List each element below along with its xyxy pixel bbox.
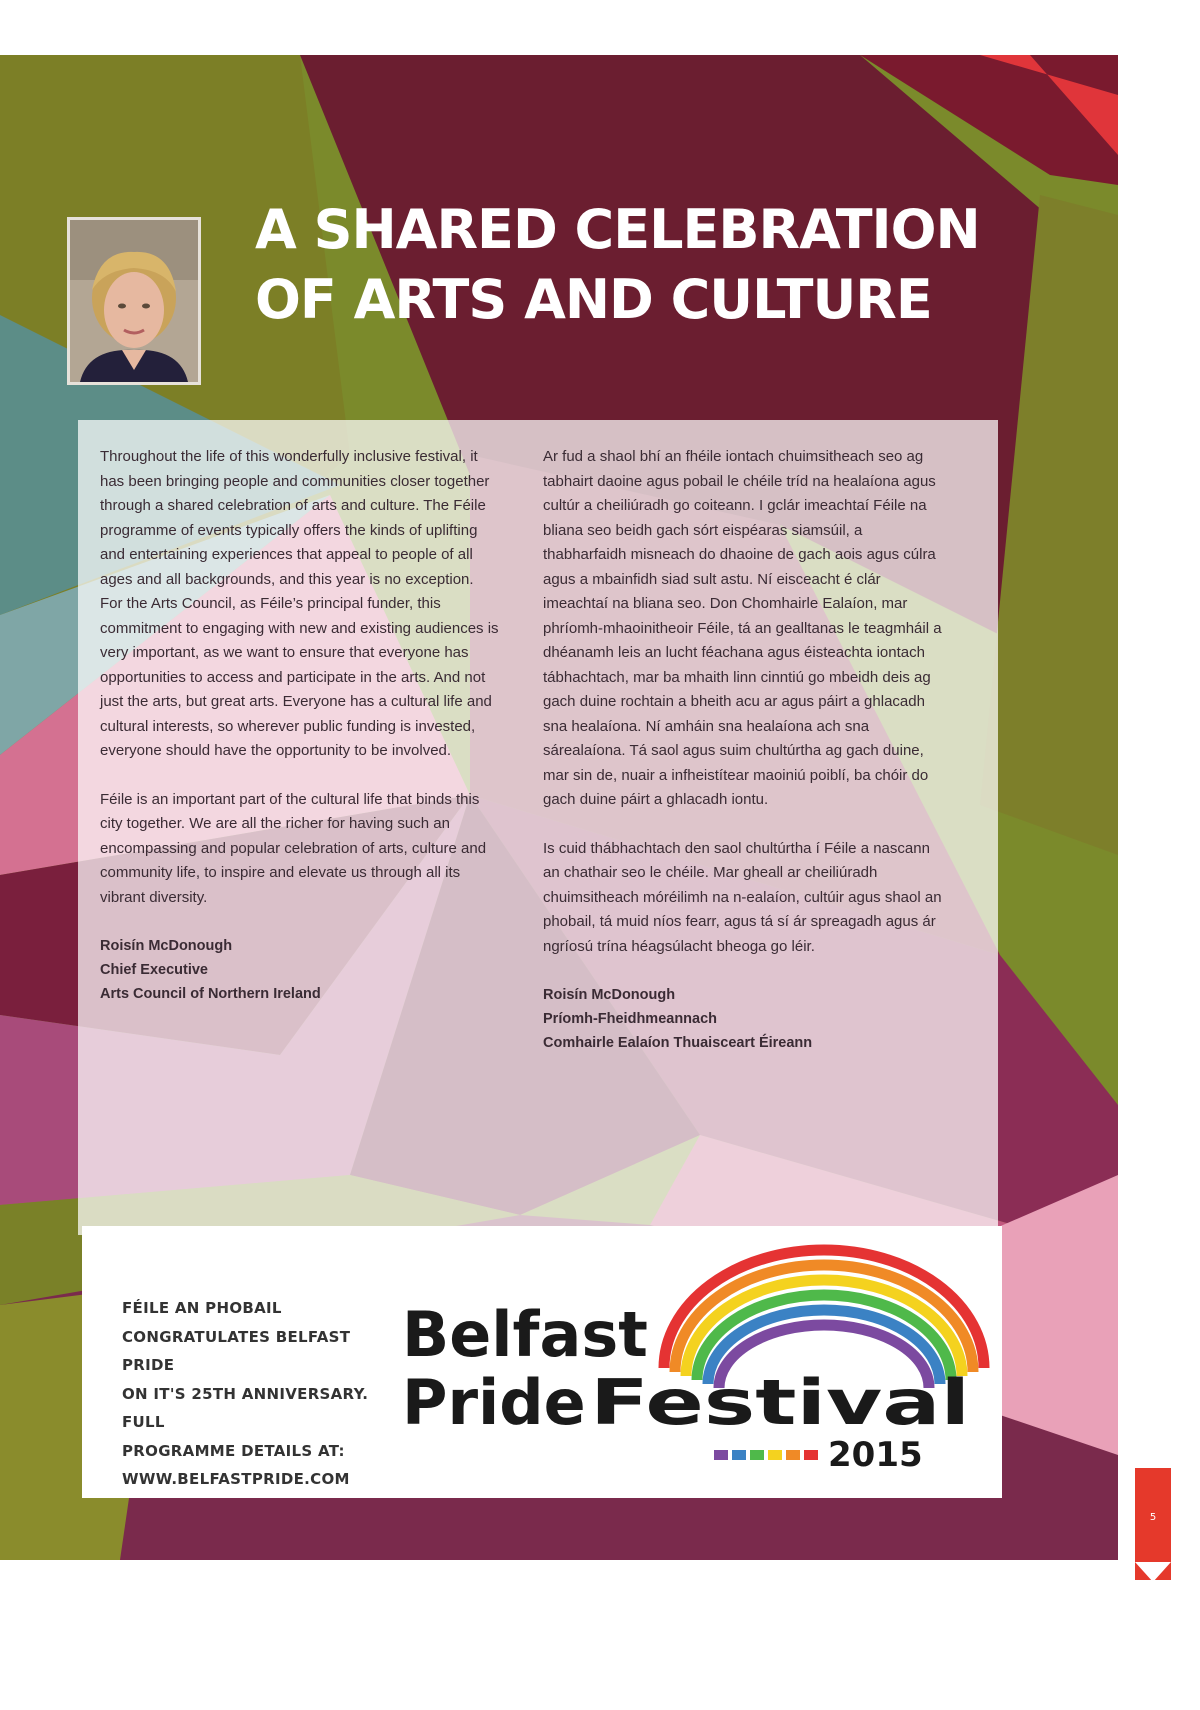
promo-line: FÉILE AN PHOBAIL [122, 1299, 282, 1317]
title-line-1: A SHARED CELEBRATION [255, 198, 980, 261]
logo-word-pride: Pride [402, 1366, 586, 1439]
signature-name: Roisín McDonough [100, 938, 233, 954]
promo-line: CONGRATULATES BELFAST PRIDE [122, 1327, 351, 1374]
signature-organisation: Comhairle Ealaíon Thuaisceart Éireann [543, 1035, 813, 1051]
logo-year: 2015 [828, 1435, 923, 1475]
english-column [100, 445, 500, 1006]
signature-name: Roisín McDonough [543, 987, 676, 1003]
page-number: 5 [1149, 1512, 1157, 1523]
portrait-image [70, 220, 198, 382]
english-signature [100, 934, 500, 1006]
page-tab-notch [1135, 1562, 1171, 1582]
signature-role: Chief Executive [100, 962, 208, 978]
portrait-photo [67, 217, 201, 385]
page-title [255, 195, 1035, 335]
english-paragraph-2: Féile is an important part of the cultural life that binds this city together. We are all the richer for having such an encompassing and popular celebration of arts, culture and community life, to inspire and elevate us through all its vibrant diversity. [100, 790, 487, 906]
irish-paragraph-2: Is cuid thábhachtach den saol chultúrtha í Féile a nascann an chathair seo le chéile. Mar gheall ar cheiliúradh chuimsitheach móréilimh na n-ealaíon, cultúir agus shaol an phobail, tá muid níos fearr, agus tá sí ár spreagadh agus ár ngríosú trína héagsúlacht bheoga go léir. [543, 839, 942, 955]
promo-link[interactable]: WWW.BELFASTPRIDE.COM [122, 1470, 350, 1488]
logo-word-festival: Festival [590, 1366, 970, 1439]
promo-text [122, 1294, 382, 1494]
signature-role: Príomh-Fheidhmeannach [543, 1011, 718, 1027]
signature-organisation: Arts Council of Northern Ireland [100, 986, 321, 1002]
title-line-2: OF ARTS AND CULTURE [255, 268, 932, 331]
promo-line: ON IT'S 25TH ANNIVERSARY. FULL [122, 1384, 369, 1431]
colour-squares-icon [714, 1450, 818, 1460]
logo-word-belfast: Belfast [402, 1298, 648, 1371]
promo-line: PROGRAMME DETAILS AT: [122, 1441, 345, 1460]
promo-box [82, 1226, 1002, 1498]
irish-column [543, 445, 943, 1055]
english-paragraph-1: Throughout the life of this wonderfully inclusive festival, it has been bringing people and communities closer together through a shared celebration of arts and culture. The Féile programme of events typically offers the kinds of uplifting and entertaining experiences that appeal to people of all ages and all backgrounds, and this year is no exception. For the Arts Council, as Féile’s principal funder, this commitment to engaging with new and existing audiences is very important, as we want to ensure that everyone has opportunities to access and participate in the arts. And not just the arts, but great arts. Everyone has a cultural life and cultural interests, so wherever public funding is invested, everyone should have the opportunity to be involved. [100, 448, 499, 759]
irish-signature [543, 983, 943, 1055]
belfast-pride-festival-logo [402, 1238, 1002, 1498]
irish-paragraph-1: Ar fud a shaol bhí an fhéile iontach chuimsitheach seo ag tabhairt daoine agus pobail le chéile tríd na healaíona agus cultúr a cheiliúradh go coiteann. I gclár imeachtaí Féile na bliana seo beidh gach sórt eispéaras siamsúil, a thabharfaidh misneach do dhaoine de gach aois agus cúlra agus a mbainfidh siad sult astu. Ní eisceacht é clár imeachtaí na bliana seo. Don Chomhairle Ealaíon, mar phríomh-mhaoinitheoir Féile, tá an gealltanas le teagmháil a dhéanamh leis an lucht féachana agus éisteachta iontach tábhachtach, mar ba mhaith linn cinntiú go mbeidh deis ag gach duine rochtain a bheith acu ar agus páirt a ghlacadh sna healaíona. Ní amháin sna healaíona ach sna sárealaíona. Tá saol agus suim chultúrtha ag gach duine, mar sin de, nuair a infheistítear maoiniú poiblí, ba chóir do gach duine páirt a ghlacadh iontu. [543, 448, 942, 808]
